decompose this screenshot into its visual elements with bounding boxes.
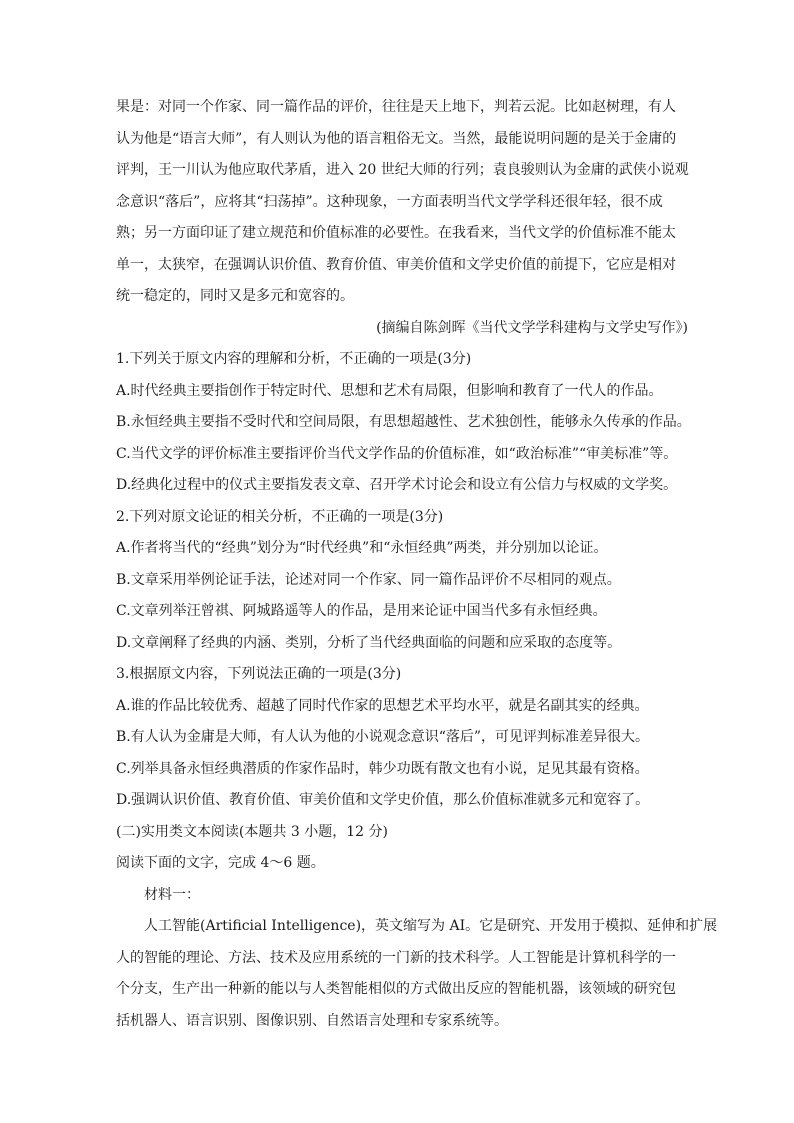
option-b: B.永恒经典主要指不受时代和空间局限，有思想超越性、艺术独创性，能够永久传承的作品。 [116, 414, 691, 430]
question-1 [116, 344, 691, 502]
passage-line: 果是：对同一个作家、同一篇作品的评价，往往是天上地下，判若云泥。比如赵树理，有人 [116, 99, 676, 115]
passage-end [116, 92, 688, 313]
option-b: B.有人认为金庸是大师，有人认为他的小说观念意识“落后”，可见评判标准差异很大。 [116, 729, 650, 745]
material-line: 人工智能(Artificial Intelligence)，英文缩写为 AI。它是研究、开发用于模拟、延伸和扩展 [144, 918, 718, 934]
passage-line: 评判，王一川认为他应取代茅盾，进入 20 世纪大师的行列；袁良骏则认为金庸的武侠小说观 [116, 162, 689, 178]
option-d: D.强调认识价值、教育价值、审美价值和文学史价值，那么价值标准就多元和宽容了。 [116, 792, 650, 808]
question-3 [116, 659, 688, 817]
question-stem: 3.根据原文内容，下列说法正确的一项是(3分) [116, 666, 402, 682]
document-page [116, 92, 718, 1037]
instruction: 阅读下面的文字，完成 4～6 题。 [116, 855, 325, 871]
passage-line: 念意识“落后”，应将其“扫荡掉”。这种现象，一方面表明当代文学学科还很年轻，很不成 [116, 193, 663, 210]
option-a: A.谁的作品比较优秀、超越了同时代作家的思想艺术平均水平，就是名副其实的经典。 [116, 697, 649, 714]
passage-line: 单一，太狭窄，在强调认识价值、教育价值、审美价值和文学史价值的前提下，它应是相对 [116, 256, 676, 273]
source-note: (摘编自陈剑晖《当代文学学科建构与文学史写作》) [376, 319, 688, 336]
passage-line: 熟；另一方面印证了建立规范和价值标准的必要性。在我看来，当代文学的价值标准不能太 [116, 225, 676, 241]
material-line: 个分支，生产出一种新的能以与人类智能相似的方式做出反应的智能机器，该领域的研究包 [116, 981, 676, 997]
option-c: C.文章列举汪曾祺、阿城路遥等人的作品，是用来论证中国当代多有永恒经典。 [116, 603, 607, 619]
material-line: 括机器人、语言识别、图像识别、自然语言处理和专家系统等。 [116, 1012, 508, 1029]
question-2 [116, 502, 688, 660]
option-a: A.时代经典主要指创作于特定时代、思想和艺术有局限，但影响和教育了一代人的作品。 [116, 382, 663, 399]
passage-line: 认为他是“语言大师”，有人则认为他的语言粗俗无文。当然，最能说明问题的是关于金庸的 [116, 130, 677, 147]
passage-line: 统一稳定的，同时又是多元和宽容的。 [116, 288, 354, 304]
option-a: A.作者将当代的“经典”划分为“时代经典”和“永恒经典”两类，并分别加以论证。 [116, 540, 608, 556]
material-text [116, 911, 718, 1037]
option-c: C.当代文学的评价标准主要指评价当代文学作品的价值标准，如“政治标准”“审美标准”等。 [116, 445, 678, 462]
option-b: B.文章采用举例论证手法，论述对同一个作家、同一篇作品评价不尽相同的观点。 [116, 571, 621, 588]
section-title: (二)实用类文本阅读(本题共 3 小题，12 分) [116, 823, 388, 840]
option-d: D.文章阐释了经典的内涵、类别，分析了当代经典面临的问题和应采取的态度等。 [116, 634, 622, 651]
option-c: C.列举具备永恒经典潜质的作家作品时，韩少功既有散文也有小说，足见其最有资格。 [116, 760, 649, 777]
material-label: 材料一： [144, 886, 200, 903]
question-stem: 1.下列关于原文内容的理解和分析，不正确的一项是(3分) [116, 351, 472, 367]
question-stem: 2.下列对原文论证的相关分析，不正确的一项是(3分) [116, 508, 444, 525]
material-line: 人的智能的理论、方法、技术及应用系统的一门新的技术科学。人工智能是计算机科学的一 [116, 949, 676, 966]
option-d: D.经典化过程中的仪式主要指发表文章、召开学术讨论会和设立有公信力与权威的文学奖。 [116, 477, 678, 493]
